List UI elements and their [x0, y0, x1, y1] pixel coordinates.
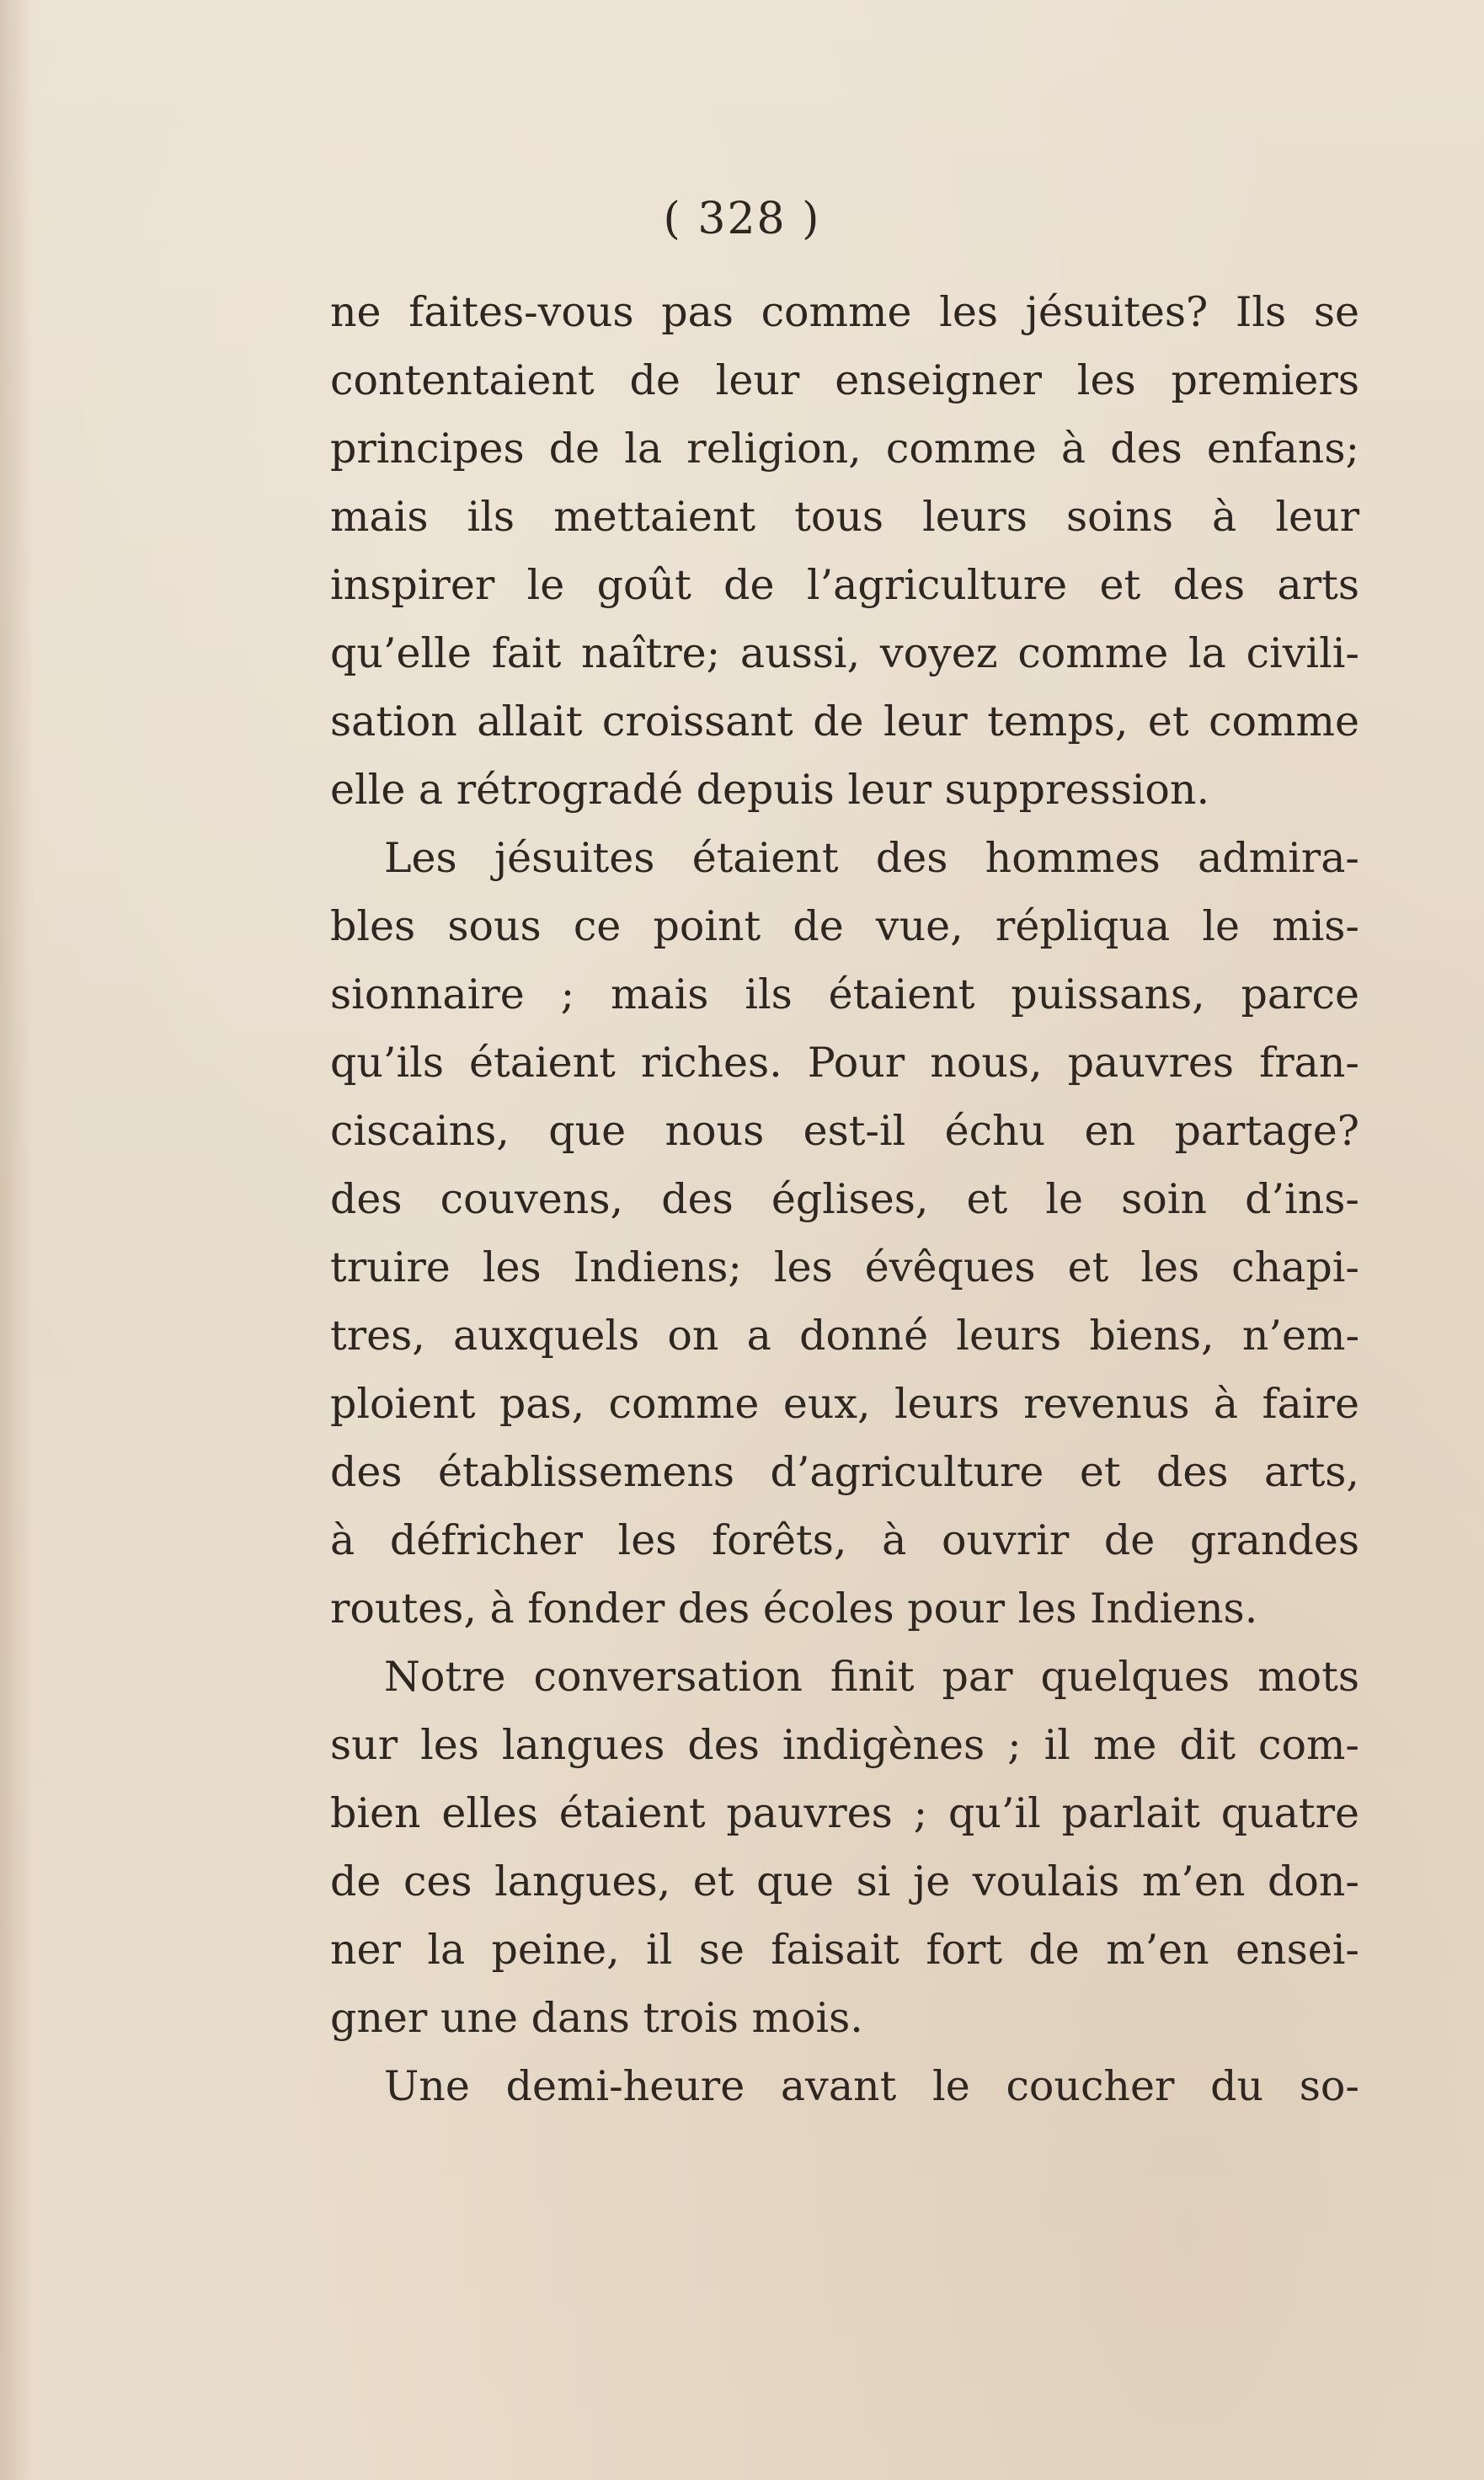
text-line: ciscains, que nous est-il échu en partage?: [330, 1107, 1359, 1155]
text-line: bles sous ce point de vue, répliqua le mis-: [330, 902, 1359, 950]
text-line: mais ils mettaient tous leurs soins à leur: [330, 493, 1359, 541]
page-edge-shadow: [0, 0, 34, 2480]
text-line: truire les Indiens; les évêques et les chapi-: [330, 1243, 1359, 1291]
text-line: à défricher les forêts, à ouvrir de grandes: [330, 1516, 1359, 1564]
text-line: sur les langues des indigènes ; il me dit com-: [330, 1721, 1359, 1769]
text-line: ploient pas, comme eux, leurs revenus à faire: [330, 1380, 1359, 1428]
text-line: principes de la religion, comme à des enfans;: [330, 425, 1359, 473]
paragraph-start-line: Notre conversation finit par quelques mots: [384, 1653, 1359, 1701]
text-line: contentaient de leur enseigner les premiers: [330, 356, 1359, 404]
text-line: tres, auxquels on a donné leurs biens, n’em-: [330, 1312, 1359, 1360]
text-line: sionnaire ; mais ils étaient puissans, parce: [330, 970, 1359, 1018]
text-line: ner la peine, il se faisait fort de m’en ensei-: [330, 1926, 1359, 1974]
text-line: elle a rétrogradé depuis leur suppression.: [330, 766, 1210, 814]
text-line: de ces langues, et que si je voulais m’en don-: [330, 1857, 1359, 1905]
text-line: ne faites-vous pas comme les jésuites? Ils se: [330, 288, 1359, 336]
text-line: routes, à fonder des écoles pour les Indiens.: [330, 1585, 1258, 1633]
text-line: qu’elle fait naître; aussi, voyez comme la civili-: [330, 629, 1359, 677]
text-line: sation allait croissant de leur temps, et comme: [330, 698, 1359, 746]
text-line: qu’ils étaient riches. Pour nous, pauvres fran-: [330, 1039, 1359, 1087]
paragraph-start-line: Les jésuites étaient des hommes admira-: [384, 834, 1359, 882]
text-line: bien elles étaient pauvres ; qu’il parlait quatre: [330, 1789, 1359, 1837]
body-text: [330, 278, 1359, 2120]
text-line: inspirer le goût de l’agriculture et des arts: [330, 561, 1359, 609]
text-line: des établissemens d’agriculture et des arts,: [330, 1448, 1359, 1496]
text-line: des couvens, des églises, et le soin d’ins-: [330, 1175, 1359, 1223]
paragraph-start-line: Une demi-heure avant le coucher du so-: [384, 2062, 1359, 2110]
text-line: gner une dans trois mois.: [330, 1994, 863, 2042]
page-number: ( 328 ): [663, 194, 821, 244]
